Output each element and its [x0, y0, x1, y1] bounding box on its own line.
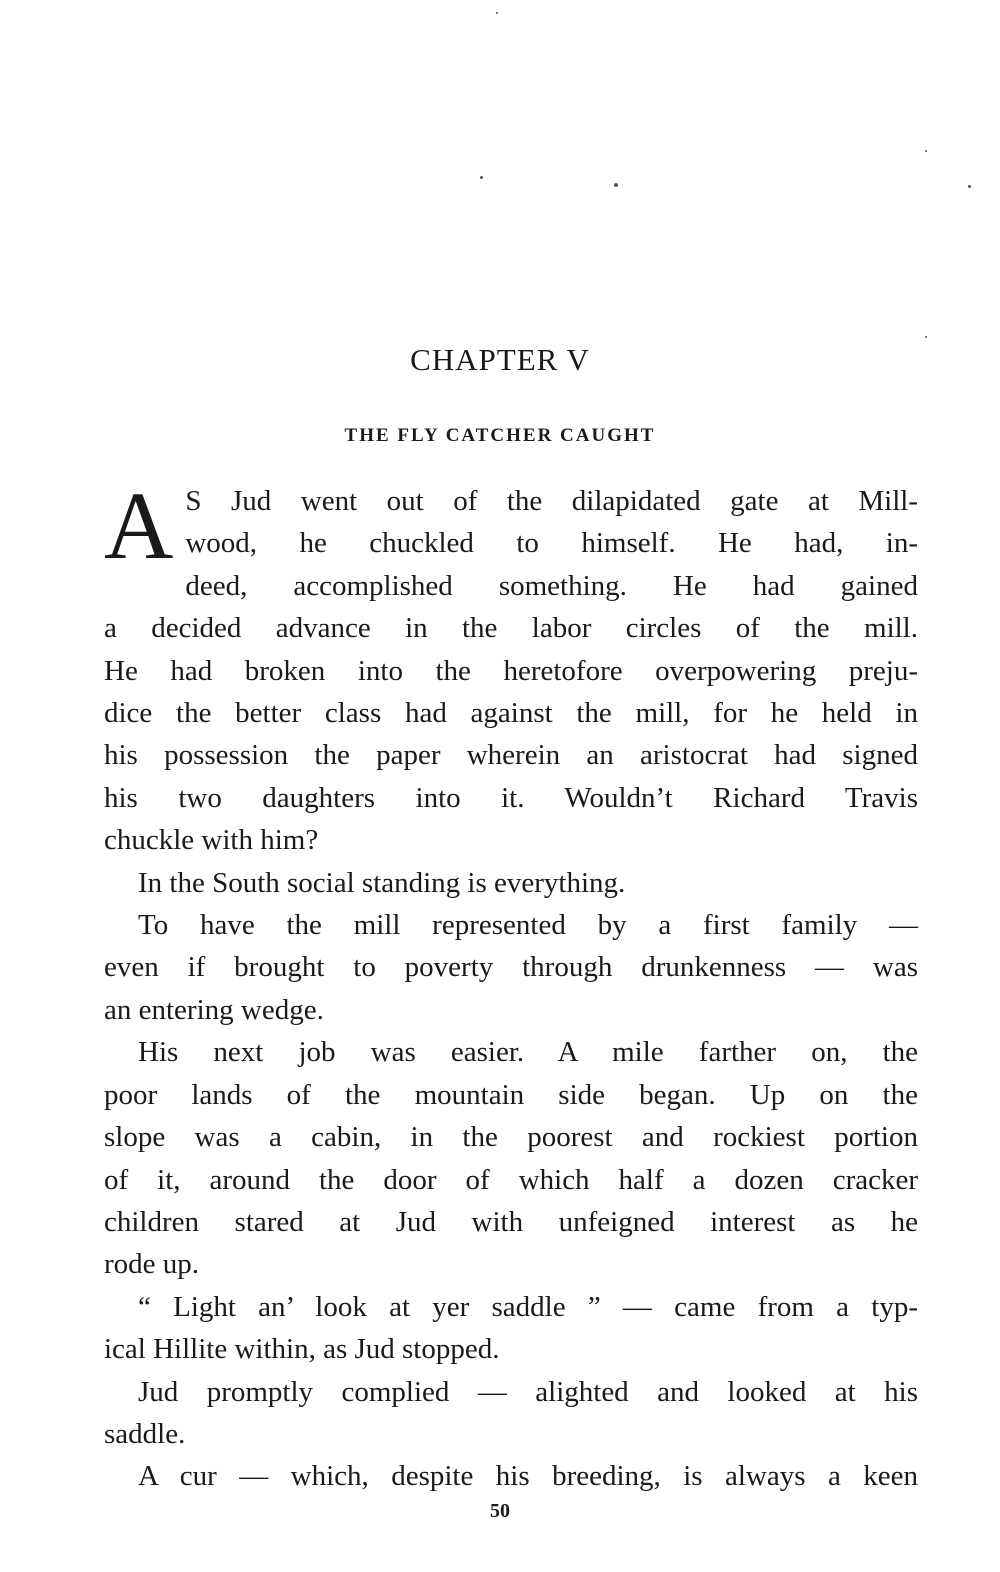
body-text	[104, 472, 918, 1498]
text-line: his two daughters into it. Wouldn’t Richard Travis	[104, 781, 918, 814]
text-line: his possession the paper wherein an aristocrat had signed	[104, 739, 918, 772]
text-line: ical Hillite within, as Jud stopped.	[104, 1333, 500, 1366]
text-line: of it, around the door of which half a dozen cracker	[104, 1163, 918, 1196]
text-line: dice the better class had against the mill, for he held in	[104, 697, 918, 730]
text-line: To have the mill represented by a first family —	[138, 909, 918, 942]
text-line: Jud promptly complied — alighted and looked at his	[138, 1375, 918, 1408]
print-speck	[496, 12, 498, 14]
drop-cap: A	[104, 472, 174, 579]
text-line: children stared at Jud with unfeigned interest as he	[104, 1205, 918, 1238]
text-line: deed, accomplished something. He had gained	[185, 569, 918, 602]
print-speck	[614, 183, 618, 187]
print-speck	[925, 150, 927, 152]
text-line: In the South social standing is everything.	[138, 866, 626, 899]
print-speck	[925, 336, 927, 338]
text-line: He had broken into the heretofore overpowering preju-	[104, 654, 918, 687]
text-line: rode up.	[104, 1248, 200, 1281]
text-line: S Jud went out of the dilapidated gate at Mill-	[185, 485, 918, 517]
text-line: a decided advance in the labor circles of the mill.	[104, 612, 918, 645]
text-line: His next job was easier. A mile farther on, the	[138, 1036, 918, 1069]
text-line: poor lands of the mountain side began. Up on the	[104, 1078, 918, 1111]
text-line: saddle.	[104, 1417, 186, 1450]
page-number: 50	[490, 1500, 510, 1522]
text-line: wood, he chuckled to himself. He had, in-	[185, 527, 918, 560]
text-line: “ Light an’ look at yer saddle ” — came from a typ-	[138, 1290, 918, 1323]
print-speck	[968, 185, 971, 188]
text-line: chuckle with him?	[104, 824, 319, 857]
text-line: slope was a cabin, in the poorest and rockiest portion	[104, 1121, 918, 1154]
chapter-subtitle: THE FLY CATCHER CAUGHT	[344, 425, 656, 446]
text-line: an entering wedge.	[104, 993, 324, 1026]
text-line: even if brought to poverty through drunkenness — was	[104, 951, 918, 984]
print-speck	[480, 176, 483, 179]
text-line: A cur — which, despite his breeding, is always a keen	[138, 1460, 918, 1493]
chapter-heading: CHAPTER V	[410, 342, 590, 377]
